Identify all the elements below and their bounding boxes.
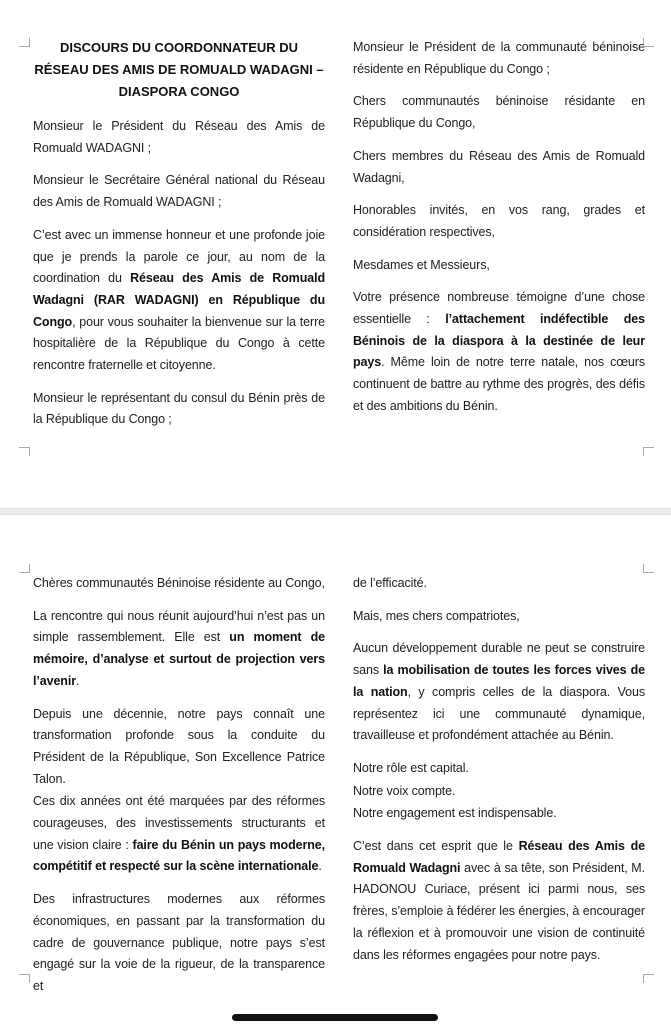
- page-2-columns: [0, 515, 671, 1009]
- text-boundary-mark-top-left: [19, 564, 30, 573]
- paragraph: Notre engagement est indispensable.: [353, 806, 557, 821]
- paragraph: Aucun développement durable ne peut se construire sans la mobilisation de toutes les forces vives de la nation, y compris celles de la diaspora. Vous représentez ici une communauté dynamique, travailleuse et profondément attachée au Bénin.: [353, 641, 645, 743]
- page-break-divider: [0, 508, 671, 515]
- paragraph: Mais, mes chers compatriotes,: [353, 608, 520, 623]
- paragraph: Chers communautés béninoise résidante en République du Congo,: [353, 94, 645, 131]
- paragraph: Monsieur le Président du Réseau des Amis de Romuald WADAGNI ;: [33, 119, 325, 155]
- page-1-right-column: [353, 37, 645, 442]
- paragraph: Notre voix compte.: [353, 783, 456, 798]
- paragraph: C’est avec un immense honneur et une profonde joie que je prends la parole ce jour, au nom de la coordination du Réseau des Amis de Romuald Wadagni (RAR WADAGNI) en République du Congo, pour vous souhaiter la bienvenue sur la terre hospitalière de la République du Congo à cette rencontre fraternelle et citoyenne.: [33, 227, 325, 373]
- text-boundary-mark-bottom-right: [643, 974, 654, 983]
- paragraph: C’est dans cet esprit que le Réseau des Amis de Romuald Wadagni avec à sa tête, son Président, M. HADONOU Curiace, présent ici parmi nous, ses frères, s’emploie à fédérer les énergies, à encourager la réflexion et à promouvoir une vision de continuité dans les réformes engagées pour notre pays.: [353, 839, 645, 962]
- document-title: DISCOURS DU COORDONNATEUR DU RÉSEAU DES AMIS DE ROMUALD WADAGNI – DIASPORA CONGO: [34, 40, 324, 99]
- paragraph: Mesdames et Messieurs,: [353, 257, 490, 272]
- paragraph: de l’efficacité.: [353, 576, 427, 590]
- text-boundary-mark-bottom-left: [19, 447, 30, 456]
- text-boundary-mark-bottom-left: [19, 974, 30, 983]
- page-2: [0, 515, 671, 1024]
- page-1-columns: [0, 0, 671, 442]
- paragraph: Chers membres du Réseau des Amis de Romuald Wadagni,: [353, 148, 645, 185]
- paragraph: Chères communautés Béninoise résidente au Congo,: [33, 576, 325, 590]
- text-boundary-mark-top-right: [643, 564, 654, 573]
- page-2-right-column: [353, 573, 645, 1009]
- paragraph: Votre présence nombreuse témoigne d’une chose essentielle : l’attachement indéfectible des Béninois de la diaspora à la destinée de leur pays. Même loin de notre terre natale, nos cœurs continuent de battre au rythme des progrès, des défis et des ambitions du Bénin.: [353, 290, 645, 413]
- paragraph: Honorables invités, en vos rang, grades et considération respectives,: [353, 203, 645, 239]
- text-boundary-mark-bottom-right: [643, 447, 654, 456]
- page-2-left-column: [33, 573, 325, 1009]
- text-boundary-mark-top-right: [643, 38, 654, 47]
- paragraph: Monsieur le représentant du consul du Bénin près de la République du Congo ;: [33, 390, 325, 427]
- text-boundary-mark-top-left: [19, 38, 30, 47]
- page-1-left-column: [33, 37, 325, 442]
- paragraph: La rencontre qui nous réunit aujourd’hui n’est pas un simple rassemblement. Elle est un moment de mémoire, d’analyse et surtout de projection vers l’avenir.: [33, 608, 325, 688]
- home-indicator[interactable]: [232, 1014, 438, 1021]
- paragraph: Ces dix années ont été marquées par des réformes courageuses, des investissements structurants et une vision claire : faire du Bénin un pays moderne, compétitif et respecté sur la scène internationale.: [33, 794, 325, 874]
- paragraph: Notre rôle est capital.: [353, 760, 469, 775]
- paragraph: Des infrastructures modernes aux réformes économiques, en passant par la transformation du cadre de gouvernance publique, notre pays s’est engagé sur la voie de la rigueur, de la transparence et: [33, 892, 325, 993]
- paragraph: Depuis une décennie, notre pays connaît une transformation profonde sous la conduite du Président de la République, Son Excellence Patrice Talon.: [33, 706, 325, 786]
- paragraph: Monsieur le Président de la communauté béninoise résidente en République du Congo ;: [353, 40, 645, 76]
- page-1: [0, 0, 671, 508]
- paragraph: Monsieur le Secrétaire Général national du Réseau des Amis de Romuald WADAGNI ;: [33, 173, 325, 210]
